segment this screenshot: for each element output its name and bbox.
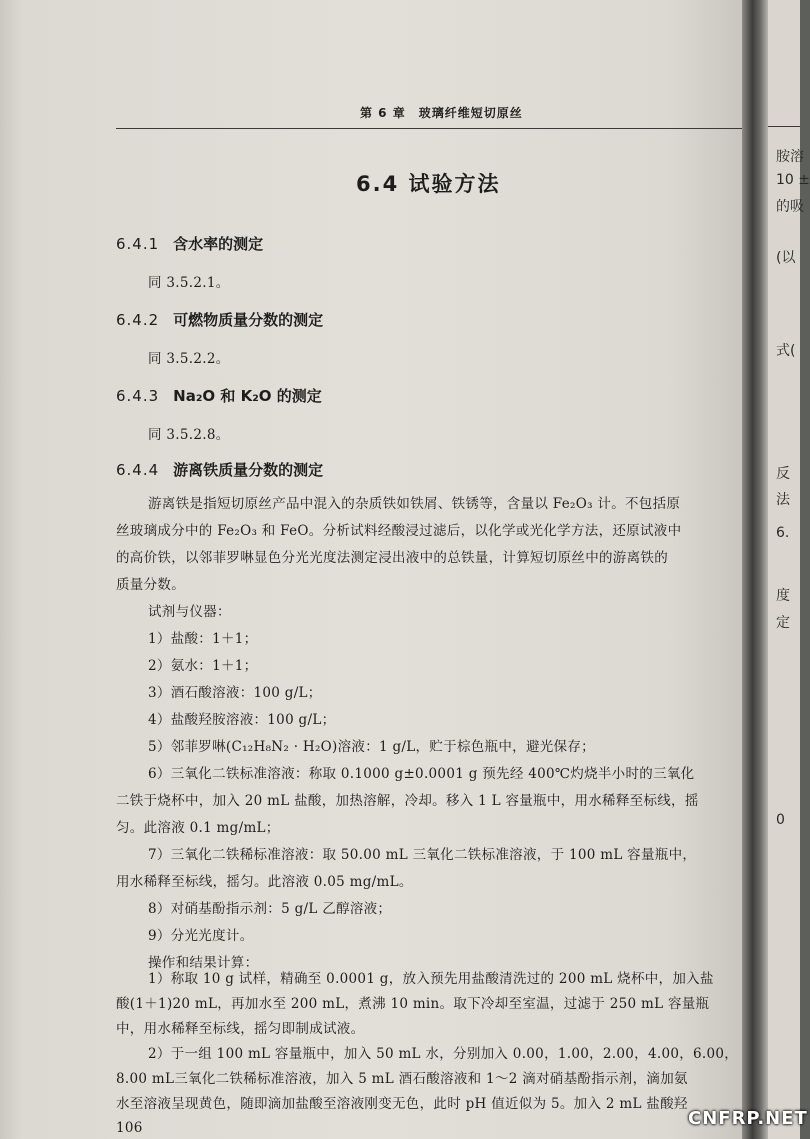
fragment-text: 定	[776, 615, 790, 631]
body-line: 8.00 mL三氧化二铁稀标准溶液，加入 5 mL 酒石酸溶液和 1～2 滴对硝基酚指示剂，滴加氨	[116, 1071, 688, 1087]
body-line: 酸(1＋1)20 mL，再加水至 200 mL，煮沸 10 min。取下冷却至室温，过滤于 250 mL 容量瓶	[116, 996, 710, 1012]
fragment-text: 度	[776, 588, 790, 604]
body-line: 匀。此溶液 0.1 mg/mL；	[116, 820, 280, 836]
body-line: 操作和结果计算：	[148, 955, 259, 971]
body-line: 中，用水稀释至标线，摇匀即制成试液。	[116, 1021, 365, 1037]
subsection-number: 6.4.1	[116, 235, 160, 253]
list-item: 6）三氧化二铁标准溶液：称取 0.1000 g±0.0001 g 预先经 400℃灼烧半小时的三氧化	[148, 766, 695, 782]
book-gutter	[742, 0, 768, 1139]
body-line: 的高价铁，以邻菲罗啉显色分光光度法测定浸出液中的总铁量，计算短切原丝中的游离铁的	[116, 550, 668, 566]
list-item: 5）邻菲罗啉(C₁₂H₈N₂ · H₂O)溶液：1 g/L，贮于棕色瓶中，避光保存；	[148, 739, 595, 755]
subsection-title: 可燃物质量分数的测定	[173, 311, 324, 329]
fragment-text: 的吸	[776, 199, 804, 215]
subsection-number: 6.4.2	[116, 311, 160, 329]
body-line: 用水稀释至标线，摇匀。此溶液 0.05 mg/mL。	[116, 874, 413, 890]
list-item: 2）氨水：1＋1；	[148, 658, 258, 674]
page-number: 106	[116, 1120, 143, 1136]
subsection-body: 同 3.5.2.8。	[148, 427, 230, 443]
subsection-body: 同 3.5.2.1。	[148, 275, 230, 291]
adjacent-page-edge	[768, 0, 810, 1139]
body-line: 丝玻璃成分中的 Fe₂O₃ 和 FeO。分析试料经酸浸过滤后，以化学或光化学方法，还原试液中	[116, 523, 682, 539]
list-item: 1）称取 10 g 试样，精确至 0.0001 g，放入预先用盐酸清洗过的 200 mL 烧杯中，加入盐	[148, 971, 714, 987]
section-title: 6.4 试验方法	[356, 172, 501, 196]
subsection-heading	[116, 385, 322, 406]
fragment-text: 法	[776, 492, 790, 508]
list-item: 8）对硝基酚指示剂：5 g/L 乙醇溶液；	[148, 901, 392, 917]
body-line: 二铁于烧杯中，加入 20 mL 盐酸，加热溶解，冷却。移入 1 L 容量瓶中，用水稀释至标线，摇	[116, 793, 699, 809]
fragment-text: 式(	[776, 343, 796, 359]
body-line: 试剂与仪器：	[148, 604, 231, 620]
fragment-text: (以	[776, 250, 796, 266]
list-item: 2）于一组 100 mL 容量瓶中，加入 50 mL 水，分别加入 0.00，1.00，2.00，4.00，6.00，	[148, 1046, 739, 1062]
fragment-text: 10 ±	[776, 172, 810, 188]
body-line: 水至溶液呈现黄色，随即滴加盐酸至溶液刚变无色，此时 pH 值近似为 5。加入 2 mL 盐酸羟	[116, 1096, 688, 1112]
subsection-title: 游离铁质量分数的测定	[173, 461, 324, 479]
subsection-body: 同 3.5.2.2。	[148, 351, 230, 367]
subsection-title: Na₂O 和 K₂O 的测定	[173, 387, 322, 405]
list-item: 7）三氧化二铁稀标准溶液：取 50.00 mL 三氧化二铁标准溶液，于 100 mL 容量瓶中，	[148, 847, 697, 863]
fragment-text: 胺溶	[776, 149, 804, 165]
list-item: 9）分光光度计。	[148, 928, 254, 944]
list-item: 1）盐酸：1＋1；	[148, 631, 258, 647]
subsection-title: 含水率的测定	[173, 235, 264, 253]
header-rule	[768, 126, 800, 127]
fragment-text: 6.	[776, 525, 790, 541]
subsection-heading	[116, 309, 323, 330]
subsection-heading	[116, 459, 323, 480]
subsection-number: 6.4.3	[116, 387, 160, 405]
site-watermark: CNFRP.NET	[688, 1108, 808, 1129]
fragment-text: 0	[776, 812, 785, 828]
subsection-heading	[116, 233, 263, 254]
header-rule	[116, 128, 742, 129]
fragment-text: 反	[776, 466, 790, 482]
body-line: 游离铁是指短切原丝产品中混入的杂质铁如铁屑、铁锈等，含量以 Fe₂O₃ 计。不包括原	[148, 496, 681, 512]
list-item: 4）盐酸羟胺溶液：100 g/L；	[148, 712, 336, 728]
subsection-number: 6.4.4	[116, 461, 160, 479]
body-line: 质量分数。	[116, 577, 185, 593]
list-item: 3）酒石酸溶液：100 g/L；	[148, 685, 322, 701]
running-header: 第 6 章 玻璃纤维短切原丝	[360, 106, 523, 120]
